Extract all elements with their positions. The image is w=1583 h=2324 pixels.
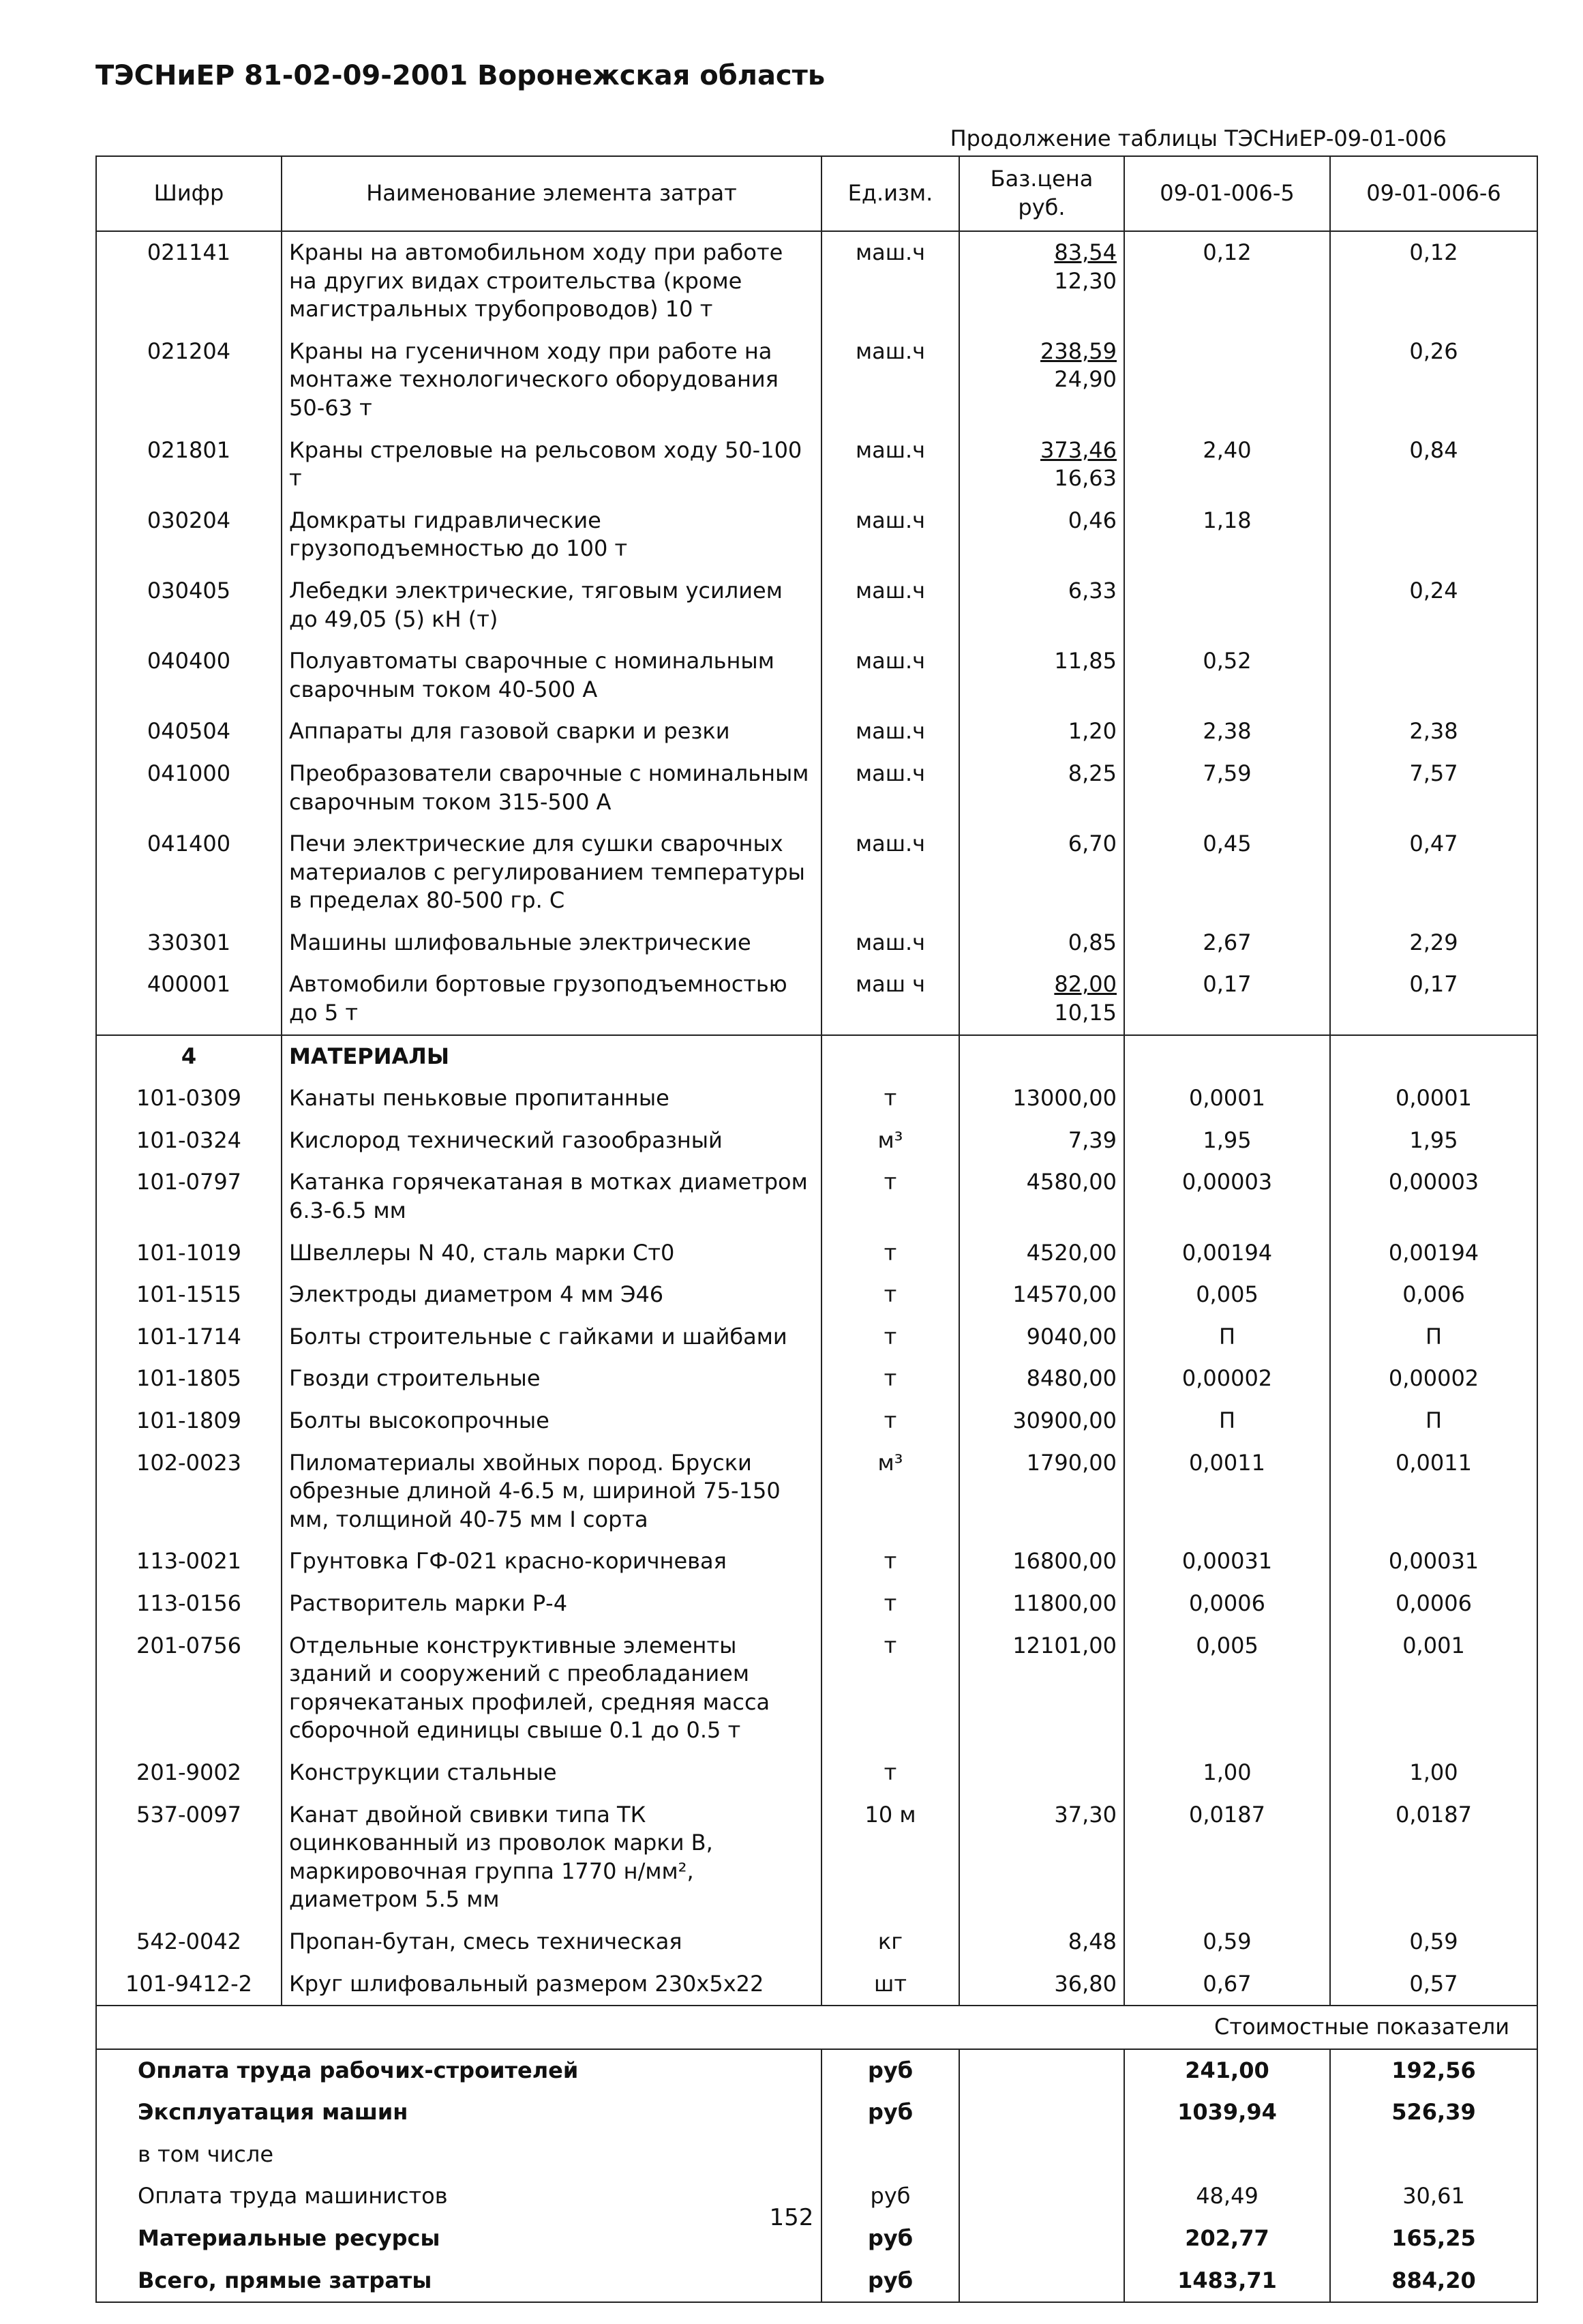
row-price-value: 6,70 [1068, 831, 1117, 857]
row-value-1: 0,12 [1124, 231, 1330, 331]
row-value-1: П [1124, 1400, 1330, 1442]
summary-unit [821, 2134, 959, 2176]
summary-value-2: 165,25 [1391, 2225, 1476, 2252]
table-row [96, 1752, 1537, 1794]
summary-value-1: 1483,71 [1124, 2260, 1330, 2303]
row-price [959, 922, 1124, 964]
row-code: 101-1805 [96, 1358, 282, 1400]
row-price: 30900,00 [959, 1400, 1124, 1442]
row-value-1: 0,17 [1124, 964, 1330, 1034]
table-row [96, 570, 1537, 640]
summary-value-1 [1124, 2134, 1330, 2176]
row-value-2: 0,00194 [1388, 1239, 1479, 1266]
row-name: Канаты пеньковые пропитанные [282, 1077, 821, 1120]
row-name: Конструкции стальные [282, 1752, 821, 1794]
summary-block [96, 2006, 1537, 2302]
row-unit: маш.ч [821, 922, 959, 964]
row-price: 11800,00 [959, 1583, 1124, 1625]
cost-table [95, 155, 1538, 2303]
row-unit: маш ч [821, 964, 959, 1034]
table-row [96, 1232, 1537, 1275]
document-title: ТЭСНиЕР 81-02-09-2001 Воронежская область [95, 60, 826, 91]
row-unit: маш.ч [821, 640, 959, 711]
section-title: МАТЕРИАЛЫ [282, 1035, 821, 1078]
row-price: 37,30 [959, 1794, 1124, 1921]
row-value-1: 0,52 [1124, 640, 1330, 711]
table-row [96, 640, 1537, 711]
table-row [96, 1316, 1537, 1358]
summary-value-2: 526,39 [1391, 2099, 1476, 2126]
col-price-header: Баз.цена руб. [959, 156, 1124, 231]
row-code: 113-0156 [96, 1583, 282, 1625]
row-value-1: 0,0187 [1124, 1794, 1330, 1921]
table-row [96, 711, 1537, 753]
row-code: 041000 [96, 753, 282, 823]
row-price-value: 8,25 [1068, 760, 1117, 786]
row-value-1: 0,45 [1124, 823, 1330, 922]
table-continuation-label: Продолжение таблицы ТЭСНиЕР-09-01-006 [950, 125, 1447, 151]
row-name: Домкраты гидравлические грузоподъемностью до 100 т [282, 500, 821, 570]
row-name: Машины шлифовальные электрические [282, 922, 821, 964]
row-price: 8,48 [959, 1921, 1124, 1963]
row-price-value: 6,33 [1068, 577, 1117, 604]
row-name: Лебедки электрические, тяговым усилием до 49,05 (5) кН (т) [282, 570, 821, 640]
table-row [96, 1077, 1537, 1120]
summary-unit: руб [821, 2091, 959, 2134]
table-row [96, 922, 1537, 964]
row-name: Преобразователи сварочные с номинальным сварочным током 315-500 А [282, 753, 821, 823]
row-name: Пропан-бутан, смесь техническая [282, 1921, 821, 1963]
col-unit-header: Ед.изм. [821, 156, 959, 231]
table-row [96, 1274, 1537, 1316]
table-row [96, 1540, 1537, 1583]
row-code: 030405 [96, 570, 282, 640]
row-unit: маш.ч [821, 753, 959, 823]
row-unit: т [821, 1316, 959, 1358]
summary-label: Всего, прямые затраты [96, 2260, 821, 2303]
row-value-2: 0,00003 [1388, 1169, 1479, 1195]
row-name: Круг шлифовальный размером 230х5х22 [282, 1963, 821, 2006]
row-code: 101-1019 [96, 1232, 282, 1275]
table-row [96, 823, 1537, 922]
row-unit: т [821, 1752, 959, 1794]
row-price: 4580,00 [959, 1161, 1124, 1232]
row-name: Автомобили бортовые грузоподъемностью до 5 т [282, 964, 821, 1034]
row-value-1: 1,95 [1124, 1120, 1330, 1162]
summary-value-2: 884,20 [1330, 2260, 1537, 2303]
row-price-value: 83,54 [1054, 239, 1117, 265]
summary-unit: руб [821, 2260, 959, 2303]
row-unit: маш.ч [821, 823, 959, 922]
row-value-1: 0,0001 [1124, 1077, 1330, 1120]
row-value-2: 1,00 [1409, 1759, 1458, 1785]
row-unit: т [821, 1161, 959, 1232]
row-price [959, 331, 1124, 430]
row-value-2: П [1425, 1407, 1443, 1433]
row-code: 542-0042 [96, 1921, 282, 1963]
row-code: 101-0324 [96, 1120, 282, 1162]
summary-label: Эксплуатация машин [96, 2091, 821, 2134]
row-unit: т [821, 1274, 959, 1316]
row-price [959, 753, 1124, 823]
row-code: 330301 [96, 922, 282, 964]
row-price: 4520,00 [959, 1232, 1124, 1275]
row-name: Полуавтоматы сварочные с номинальным сварочным током 40-500 А [282, 640, 821, 711]
row-name: Катанка горячекатаная в мотках диаметром 6.3-6.5 мм [282, 1161, 821, 1232]
row-price: 7,39 [959, 1120, 1124, 1162]
row-value-2 [1330, 500, 1537, 570]
row-name: Болты строительные с гайками и шайбами [282, 1316, 821, 1358]
row-code: 201-0756 [96, 1625, 282, 1752]
row-value-2: 0,59 [1409, 1928, 1458, 1954]
row-unit: кг [821, 1921, 959, 1963]
row-price: 12101,00 [959, 1625, 1124, 1752]
table-row [96, 1120, 1537, 1162]
section-materials [96, 1035, 1537, 1078]
summary-value-1: 1039,94 [1124, 2091, 1330, 2134]
row-value-2: П [1425, 1323, 1443, 1350]
row-value-1: 0,005 [1124, 1274, 1330, 1316]
row-price-machinist: 16,63 [1054, 465, 1117, 492]
row-code: 021801 [96, 430, 282, 500]
summary-value-1: 241,00 [1124, 2049, 1330, 2092]
row-price [959, 500, 1124, 570]
row-unit: маш.ч [821, 500, 959, 570]
row-unit: м³ [821, 1120, 959, 1162]
summary-row [96, 2260, 1537, 2303]
summary-unit: руб [821, 2218, 959, 2260]
row-value-2: 0,26 [1409, 338, 1458, 364]
row-value-2: 0,001 [1402, 1632, 1465, 1658]
row-value-1: 2,38 [1124, 711, 1330, 753]
row-name: Краны на автомобильном ходу при работе на других видах строительства (кроме магистральных трубопроводов) 10 т [282, 231, 821, 331]
row-value-2: 0,57 [1409, 1970, 1458, 1997]
row-code: 101-0797 [96, 1161, 282, 1232]
row-price-value: 373,46 [1040, 436, 1117, 463]
row-name: Электроды диаметром 4 мм Э46 [282, 1274, 821, 1316]
row-value-1: 0,0006 [1124, 1583, 1330, 1625]
row-unit: т [821, 1358, 959, 1400]
summary-price [959, 2134, 1124, 2176]
row-unit: маш.ч [821, 711, 959, 753]
row-unit: маш.ч [821, 430, 959, 500]
row-value-2: 0,00002 [1388, 1365, 1479, 1392]
row-name: Растворитель марки Р-4 [282, 1583, 821, 1625]
summary-price [959, 2260, 1124, 2303]
row-name: Отдельные конструктивные элементы зданий и сооружений с преобладанием горячекатаных профилей, средняя масса сборочной единицы свыше 0.1 до 0.5 т [282, 1625, 821, 1752]
row-unit: т [821, 1625, 959, 1752]
row-unit: маш.ч [821, 570, 959, 640]
row-price: 9040,00 [959, 1316, 1124, 1358]
row-value-2: 0,0006 [1396, 1590, 1472, 1616]
material-rows [96, 1077, 1537, 2006]
row-value-2: 0,0187 [1396, 1801, 1472, 1828]
row-unit: т [821, 1400, 959, 1442]
row-value-1: 0,00003 [1124, 1161, 1330, 1232]
row-value-1: 7,59 [1124, 753, 1330, 823]
summary-value-2: 192,56 [1391, 2057, 1476, 2083]
row-value-1 [1124, 331, 1330, 430]
table-header-row [96, 156, 1537, 231]
row-value-1: 0,00194 [1124, 1232, 1330, 1275]
row-value-2: 7,57 [1409, 760, 1458, 786]
table-row [96, 500, 1537, 570]
table-row [96, 1625, 1537, 1752]
row-value-1: П [1124, 1316, 1330, 1358]
row-value-1: 0,00002 [1124, 1358, 1330, 1400]
table-row [96, 753, 1537, 823]
col-code-header: Шифр [96, 156, 282, 231]
col-v2-header: 09-01-006-6 [1330, 156, 1537, 231]
row-code: 101-1714 [96, 1316, 282, 1358]
row-name: Канат двойной свивки типа ТК оцинкованный из проволок марки В, маркировочная группа 1770 н/мм², диаметром 5.5 мм [282, 1794, 821, 1921]
section-code: 4 [96, 1035, 282, 1078]
row-unit: маш.ч [821, 331, 959, 430]
row-code: 041400 [96, 823, 282, 922]
table-row [96, 1358, 1537, 1400]
summary-value-2 [1330, 2134, 1537, 2176]
row-unit: шт [821, 1963, 959, 2006]
row-price: 16800,00 [959, 1540, 1124, 1583]
row-code: 101-0309 [96, 1077, 282, 1120]
row-value-1: 1,00 [1124, 1752, 1330, 1794]
row-name: Печи электрические для сушки сварочных материалов с регулированием температуры в пределах 80-500 гр. С [282, 823, 821, 922]
row-price-value: 82,00 [1054, 971, 1117, 998]
row-price [959, 964, 1124, 1034]
summary-value-2: 30,61 [1402, 2183, 1465, 2209]
row-name: Гвозди строительные [282, 1358, 821, 1400]
table-row [96, 430, 1537, 500]
row-value-1: 1,18 [1124, 500, 1330, 570]
row-price [959, 570, 1124, 640]
row-value-2 [1330, 640, 1537, 711]
summary-heading-row [96, 2006, 1537, 2049]
summary-unit: руб [821, 2049, 959, 2092]
row-price-machinist: 10,15 [1054, 1000, 1117, 1026]
summary-value-1: 202,77 [1124, 2218, 1330, 2260]
row-value-2: 2,38 [1409, 718, 1458, 745]
table-row [96, 1921, 1537, 1963]
row-unit: маш.ч [821, 231, 959, 331]
row-unit: 10 м [821, 1794, 959, 1921]
summary-price [959, 2049, 1124, 2092]
row-price [959, 231, 1124, 331]
row-price: 13000,00 [959, 1077, 1124, 1120]
page-number: 152 [769, 2204, 814, 2231]
row-value-1 [1124, 570, 1330, 640]
row-price [959, 640, 1124, 711]
row-price-value: 0,46 [1068, 507, 1117, 533]
row-price [959, 711, 1124, 753]
row-name: Аппараты для газовой сварки и резки [282, 711, 821, 753]
machine-rows [96, 231, 1537, 1035]
row-price-value: 1,20 [1068, 718, 1117, 745]
row-name: Пиломатериалы хвойных пород. Бруски обрезные длиной 4-6.5 м, шириной 75-150 мм, толщиной 40-75 мм I сорта [282, 1442, 821, 1541]
summary-row [96, 2091, 1537, 2134]
row-price [959, 1752, 1124, 1794]
row-unit: т [821, 1232, 959, 1275]
row-value-2: 0,84 [1409, 436, 1458, 463]
row-price: 1790,00 [959, 1442, 1124, 1541]
table-row [96, 331, 1537, 430]
row-value-2: 0,47 [1409, 831, 1458, 857]
row-name: Кислород технический газообразный [282, 1120, 821, 1162]
row-value-2: 1,95 [1409, 1127, 1458, 1153]
row-price: 14570,00 [959, 1274, 1124, 1316]
row-code: 102-0023 [96, 1442, 282, 1541]
col-name-header: Наименование элемента затрат [282, 156, 821, 231]
row-code: 040400 [96, 640, 282, 711]
row-code: 021204 [96, 331, 282, 430]
row-code: 400001 [96, 964, 282, 1034]
summary-row [96, 2134, 1537, 2176]
summary-value-1: 48,49 [1124, 2175, 1330, 2218]
summary-price [959, 2091, 1124, 2134]
table-row [96, 1794, 1537, 1921]
row-price: 8480,00 [959, 1358, 1124, 1400]
row-unit: т [821, 1540, 959, 1583]
row-code: 101-1515 [96, 1274, 282, 1316]
table-row [96, 1583, 1537, 1625]
row-unit: т [821, 1583, 959, 1625]
row-code: 201-9002 [96, 1752, 282, 1794]
row-code: 101-1809 [96, 1400, 282, 1442]
row-value-2: 0,006 [1402, 1281, 1465, 1308]
row-value-2: 0,17 [1409, 971, 1458, 998]
table-row [96, 964, 1537, 1034]
summary-row [96, 2049, 1537, 2092]
row-price-value: 0,85 [1068, 929, 1117, 955]
summary-label: Материальные ресурсы [96, 2218, 821, 2260]
summary-label: Оплата труда машинистов [96, 2175, 821, 2218]
table-row [96, 1161, 1537, 1232]
row-code: 101-9412-2 [96, 1963, 282, 2006]
row-value-2: 0,12 [1409, 239, 1458, 265]
row-value-1: 0,59 [1124, 1921, 1330, 1963]
summary-label: Оплата труда рабочих-строителей [96, 2049, 821, 2092]
row-code: 021141 [96, 231, 282, 331]
row-value-2: 0,0011 [1396, 1449, 1472, 1476]
row-price-value: 238,59 [1040, 338, 1117, 364]
row-value-1: 0,005 [1124, 1625, 1330, 1752]
row-price-machinist: 24,90 [1054, 366, 1117, 393]
row-value-1: 0,67 [1124, 1963, 1330, 2006]
row-value-1: 0,0011 [1124, 1442, 1330, 1541]
row-code: 113-0021 [96, 1540, 282, 1583]
row-name: Грунтовка ГФ-021 красно-коричневая [282, 1540, 821, 1583]
row-price [959, 430, 1124, 500]
row-name: Болты высокопрочные [282, 1400, 821, 1442]
row-code: 537-0097 [96, 1794, 282, 1921]
row-code: 030204 [96, 500, 282, 570]
table-row [96, 231, 1537, 331]
summary-unit: руб [821, 2175, 959, 2218]
col-v1-header: 09-01-006-5 [1124, 156, 1330, 231]
row-unit: т [821, 1077, 959, 1120]
row-value-1: 0,00031 [1124, 1540, 1330, 1583]
row-value-2: 0,0001 [1396, 1085, 1472, 1112]
row-value-1: 2,40 [1124, 430, 1330, 500]
row-unit: м³ [821, 1442, 959, 1541]
row-price-machinist: 12,30 [1054, 267, 1117, 294]
row-value-2: 0,00031 [1388, 1548, 1479, 1575]
summary-label: в том числе [96, 2134, 821, 2176]
row-value-2: 2,29 [1409, 929, 1458, 955]
row-name: Краны стреловые на рельсовом ходу 50-100 т [282, 430, 821, 500]
row-name: Краны на гусеничном ходу при работе на монтаже технологического оборудования 50-63 т [282, 331, 821, 430]
summary-heading: Стоимостные показатели [96, 2006, 1537, 2049]
row-price-value: 11,85 [1054, 648, 1117, 674]
row-price: 36,80 [959, 1963, 1124, 2006]
row-name: Швеллеры N 40, сталь марки Ст0 [282, 1232, 821, 1275]
row-value-1: 2,67 [1124, 922, 1330, 964]
section-row [96, 1035, 1537, 1078]
row-price [959, 823, 1124, 922]
table-row [96, 1442, 1537, 1541]
row-value-2: 0,24 [1409, 577, 1458, 604]
row-code: 040504 [96, 711, 282, 753]
table-row [96, 1963, 1537, 2006]
table-row [96, 1400, 1537, 1442]
